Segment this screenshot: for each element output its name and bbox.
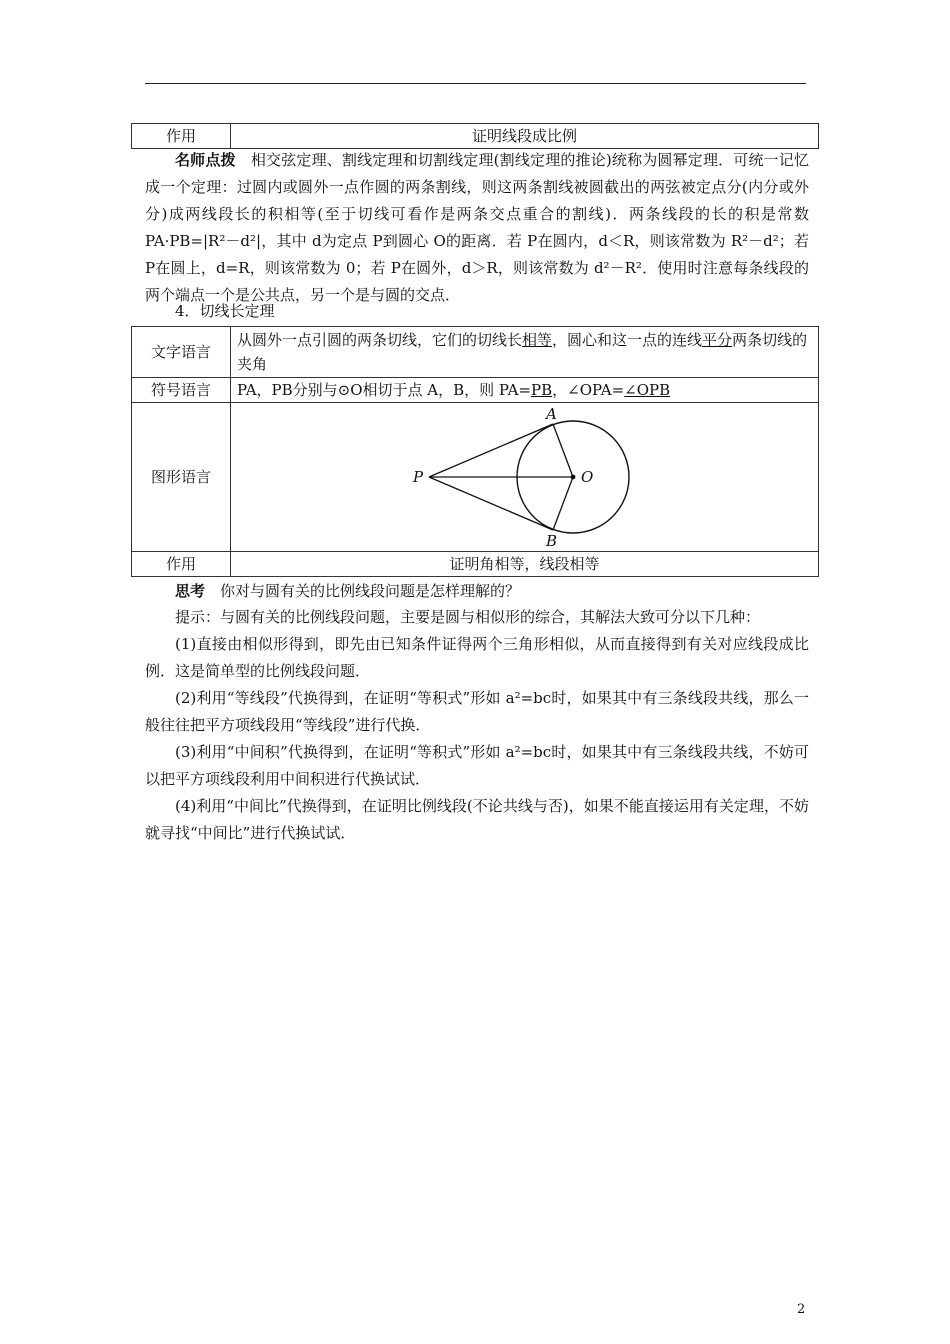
- row-value: 证明角相等，线段相等: [231, 552, 819, 577]
- header-rule: [145, 83, 806, 84]
- row-value: PA，PB分别与⊙O相切于点 A，B，则 PA=PB，∠OPA=∠OPB: [231, 378, 819, 403]
- table-effect-proportion: [131, 123, 819, 149]
- list-item: (2)利用“等线段”代换得到，在证明“等积式”形如 a²=bc时，如果其中有三条线段共线，那么一般往往把平方项线段用“等线段”进行代换．: [145, 689, 809, 734]
- row-value: 证明线段成比例: [231, 124, 819, 149]
- think-question: 你对与圆有关的比例线段问题是怎样理解的？: [205, 582, 521, 600]
- row-label: 文字语言: [132, 327, 231, 378]
- row-label: 图形语言: [132, 403, 231, 552]
- table-row: [132, 378, 819, 403]
- radius-oa: [553, 424, 573, 477]
- table-row: [132, 327, 819, 378]
- list-item: (3)利用“中间积”代换得到，在证明“等积式”形如 a²=bc时，如果其中有三条线段共线，不妨可以把平方项线段利用中间积进行代换试试．: [145, 743, 809, 788]
- tip-heading: 名师点拨: [175, 151, 236, 169]
- label-o: O: [580, 468, 593, 486]
- table-row: [132, 403, 819, 552]
- list-item: (4)利用“中间比”代换得到，在证明比例线段(不论共线与否)，如果不能直接运用有关定理，不妨就寻找“中间比”进行代换试试．: [145, 797, 809, 842]
- think-paragraph: [145, 578, 809, 605]
- hint-block: [145, 604, 809, 847]
- hint-text: 提示：与圆有关的比例线段问题，主要是圆与相似形的综合，其解法大致可分以下几种：: [175, 608, 761, 626]
- section-title: 4．切线长定理: [175, 302, 275, 320]
- tip-paragraph: [145, 147, 809, 309]
- blank-angle: ∠OPB: [624, 381, 671, 399]
- row-label: 作用: [132, 552, 231, 577]
- label-p: P: [412, 468, 423, 486]
- row-label: 作用: [132, 124, 231, 149]
- label-a: A: [545, 405, 557, 423]
- list-item: (1)直接由相似形得到，即先由已知条件证得两个三角形相似，从而直接得到有关对应线段成比例．这是简单型的比例线段问题．: [145, 635, 809, 680]
- tangent-pa: [429, 424, 553, 477]
- row-value: 从圆外一点引圆的两条切线，它们的切线长相等，圆心和这一点的连线平分两条切线的夹角: [231, 327, 819, 378]
- think-heading: 思考: [175, 582, 206, 600]
- tip-text: 相交弦定理、割线定理和切割线定理(割线定理的推论)统称为圆幂定理．可统一记忆成一个定理：过圆内或圆外一点作圆的两条割线，则这两条割线被圆截出的两弦被定点分(内分或外分)成两线段长的积相等(至于切线可看作是两条交点重合的割线)．两条线段的长的积是常数 PA·PB=|R²－d²|，其中 d为定点 P到圆心 O的距离．若 P在圆内，d＜R，则该常数为 R²－d²；若 P在圆上，d=R，则该常数为 0；若 P在圆外，d＞R，则该常数为 d²－R²．使用时注意每条线段的两个端点一个是公共点，另一个是与圆的交点．: [145, 151, 809, 304]
- blank-bisect: 平分: [702, 331, 733, 349]
- blank-pb: PB: [531, 381, 553, 399]
- label-b: B: [545, 532, 557, 549]
- tangent-pb: [429, 477, 553, 530]
- page-number: 2: [797, 1302, 806, 1317]
- tangent-figure: [405, 405, 645, 549]
- radius-ob: [553, 477, 573, 530]
- table-tangent-theorem: [131, 326, 819, 577]
- table-row: [132, 124, 819, 149]
- row-label: 符号语言: [132, 378, 231, 403]
- row-figure: [231, 403, 819, 552]
- center-dot: [570, 475, 575, 480]
- blank-equal: 相等: [522, 331, 553, 349]
- table-row: [132, 552, 819, 577]
